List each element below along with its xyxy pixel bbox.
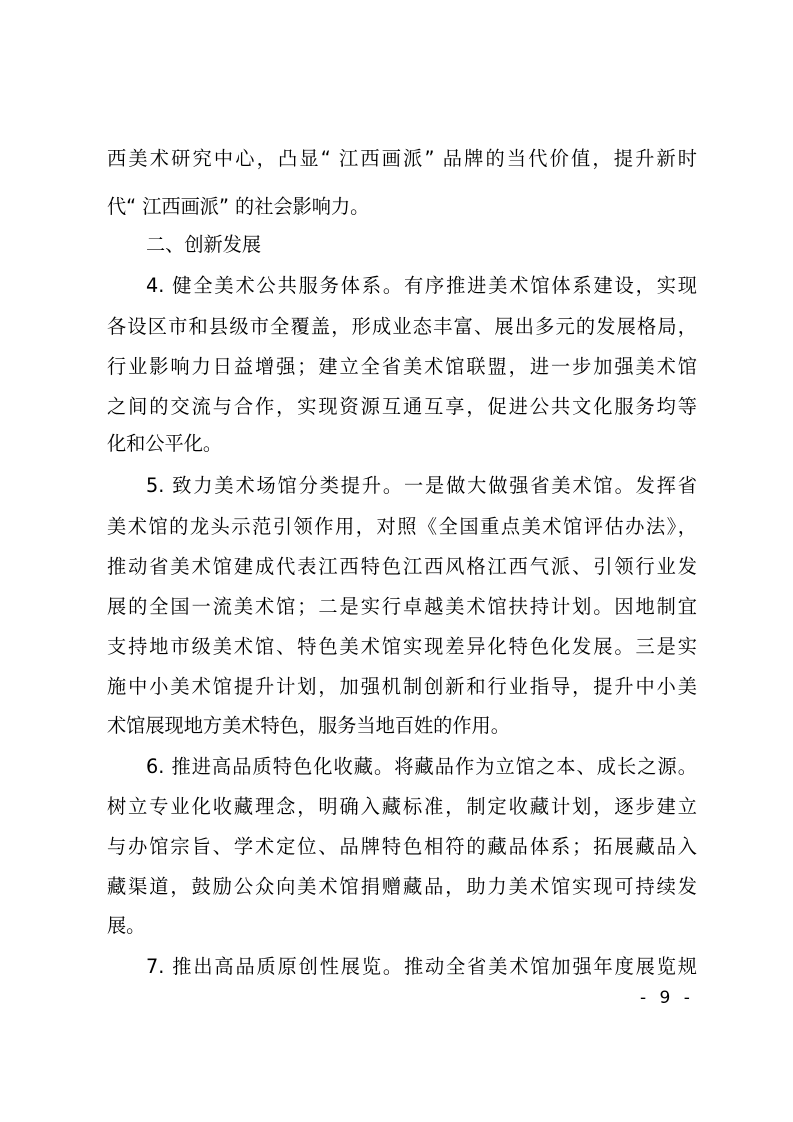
text-line-9: 5. 致力美术场馆分类提升。一是做大做强省美术馆。发挥省 [146,474,697,497]
text-line-4: 4. 健全美术公共服务体系。有序推进美术馆体系建设，实现 [146,274,697,297]
text-line-2: 代“ 江西画派” 的社会影响力。 [107,195,370,218]
text-line-16: 6. 推进高品质特色化收藏。将藏品作为立馆之本、成长之源。 [146,755,697,778]
text-line-14: 施中小美术馆提升计划，加强机制创新和行业指导，提升中小美 [107,675,697,698]
text-line-21: 7. 推出高品质原创性展览。推动全省美术馆加强年度展览规 [146,955,697,978]
text-line-5: 各设区市和县级市全覆盖，形成业态丰富、展出多元的发展格局， [107,315,697,338]
text-line-1: 西美术研究中心，凸显“ 江西画派” 品牌的当代价值，提升新时 [107,147,697,170]
text-line-13: 支持地市级美术馆、特色美术馆实现差异化特色化发展。三是实 [107,635,697,658]
text-line-18: 与办馆宗旨、学术定位、品牌特色相符的藏品体系；拓展藏品入 [107,835,697,858]
text-line-10: 美术馆的龙头示范引领作用，对照《全国重点美术馆评估办法》， [107,515,697,538]
text-line-6: 行业影响力日益增强；建立全省美术馆联盟，进一步加强美术馆 [107,355,697,378]
text-line-7: 之间的交流与合作，实现资源互通互享，促进公共文化服务均等 [107,395,697,418]
text-line-15: 术馆展现地方美术特色，服务当地百姓的作用。 [107,714,510,737]
page-number: - 9 - [640,988,694,1008]
section-heading: 二、创新发展 [146,233,262,256]
text-line-17: 树立专业化收藏理念，明确入藏标准，制定收藏计划，逐步建立 [107,795,697,818]
text-line-19: 藏渠道，鼓励公众向美术馆捐赠藏品，助力美术馆实现可持续发 [107,875,697,898]
text-line-20: 展。 [107,914,146,937]
text-line-11: 推动省美术馆建成代表江西特色江西风格江西气派、引领行业发 [107,555,697,578]
text-line-12: 展的全国一流美术馆；二是实行卓越美术馆扶持计划。因地制宜 [107,595,697,618]
text-line-8: 化和公平化。 [107,432,223,455]
